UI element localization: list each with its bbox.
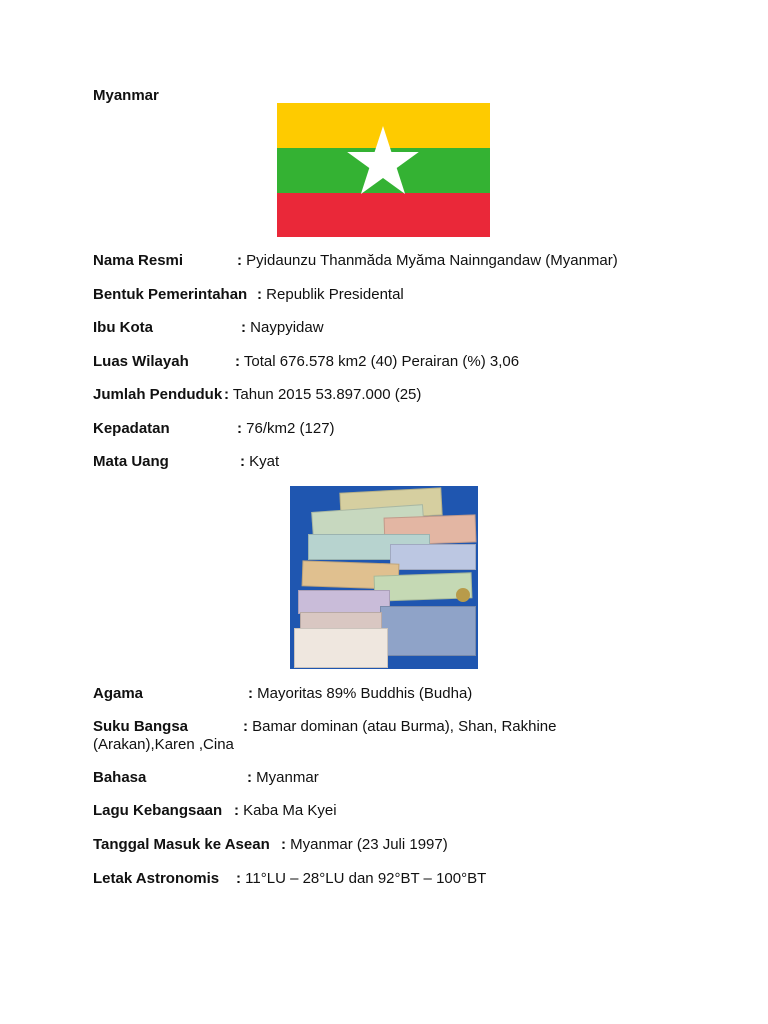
field-value: Kyat <box>249 453 280 470</box>
field-value: Myanmar <box>256 769 319 786</box>
document-page: Myanmar Nama Resmi : Pyidaunzu Thanmăda Myăma Nainngandaw (Myanmar) Bentuk Pemerintahan : Republik Presidental Ibu Kota : Naypyidaw Luas Wilayah : Total 676.578 km2 (40) Perairan (%) 3,06 Jumlah Penduduk : Tahun 2015 53.897.000 (25) Kepadatan : 76/km2 (127) Mata Uang : Kyat Agama : Mayoritas 89% Buddhis (Budha) Suku Bangsa : Bamar dominan (atau Burma), Shan, Rakhine (Arakan),Karen ,Cina Bahasa : Myanmar Lagu Kebangsaan : Kaba Ma Kyei Tanggal Masuk ke Asean : Myanmar (23 Juli 1997) Letak Astronomis : 11°LU – 28°LU dan 92°BT – 100°BT <box>93 87 618 887</box>
field-label: Jumlah Penduduk <box>93 386 223 403</box>
field-label: Suku Bangsa <box>93 718 189 735</box>
flag-star <box>277 103 490 237</box>
field-label: Bahasa <box>93 769 147 786</box>
field-value: Tahun 2015 53.897.000 (25) <box>232 386 422 403</box>
field-value: Myanmar (23 Juli 1997) <box>290 836 448 853</box>
field-value: 76/km2 (127) <box>246 420 335 437</box>
field-label: Lagu Kebangsaan <box>93 802 223 819</box>
page-title: Myanmar <box>93 87 159 104</box>
field-value: Mayoritas 89% Buddhis (Budha) <box>257 685 473 702</box>
field-label: Kepadatan <box>93 420 170 437</box>
banknote <box>380 606 476 656</box>
field-value: Republik Presidental <box>266 286 404 303</box>
field-label: Agama <box>93 685 144 702</box>
field-suku-bangsa: Suku Bangsa : Bamar dominan (atau Burma), Shan, Rakhine (Arakan),Karen ,Cina <box>93 718 557 753</box>
field-value: Naypyidaw <box>250 319 324 336</box>
field-label: Bentuk Pemerintahan <box>93 286 248 303</box>
field-label: Nama Resmi <box>93 252 184 269</box>
field-value: 11°LU – 28°LU dan 92°BT – 100°BT <box>245 870 487 887</box>
field-value: Kaba Ma Kyei <box>243 802 337 819</box>
field-label: Mata Uang <box>93 453 169 470</box>
field-value: Bamar dominan (atau Burma), Shan, Rakhine (Arakan),Karen ,Cina <box>93 718 557 753</box>
banknote <box>390 544 476 570</box>
field-value: Pyidaunzu Thanmăda Myăma Nainngandaw (Myanmar) <box>246 252 618 269</box>
kyat-banknotes-image <box>290 486 478 669</box>
field-label: Letak Astronomis <box>93 870 220 887</box>
field-label: Tanggal Masuk ke Asean <box>93 836 270 853</box>
banknote <box>298 590 390 614</box>
myanmar-flag-image <box>277 103 490 237</box>
field-value: Total 676.578 km2 (40) Perairan (%) 3,06 <box>243 353 520 370</box>
field-label: Ibu Kota <box>93 319 153 336</box>
coin <box>456 588 470 602</box>
field-label: Luas Wilayah <box>93 353 189 370</box>
banknote <box>294 628 388 668</box>
